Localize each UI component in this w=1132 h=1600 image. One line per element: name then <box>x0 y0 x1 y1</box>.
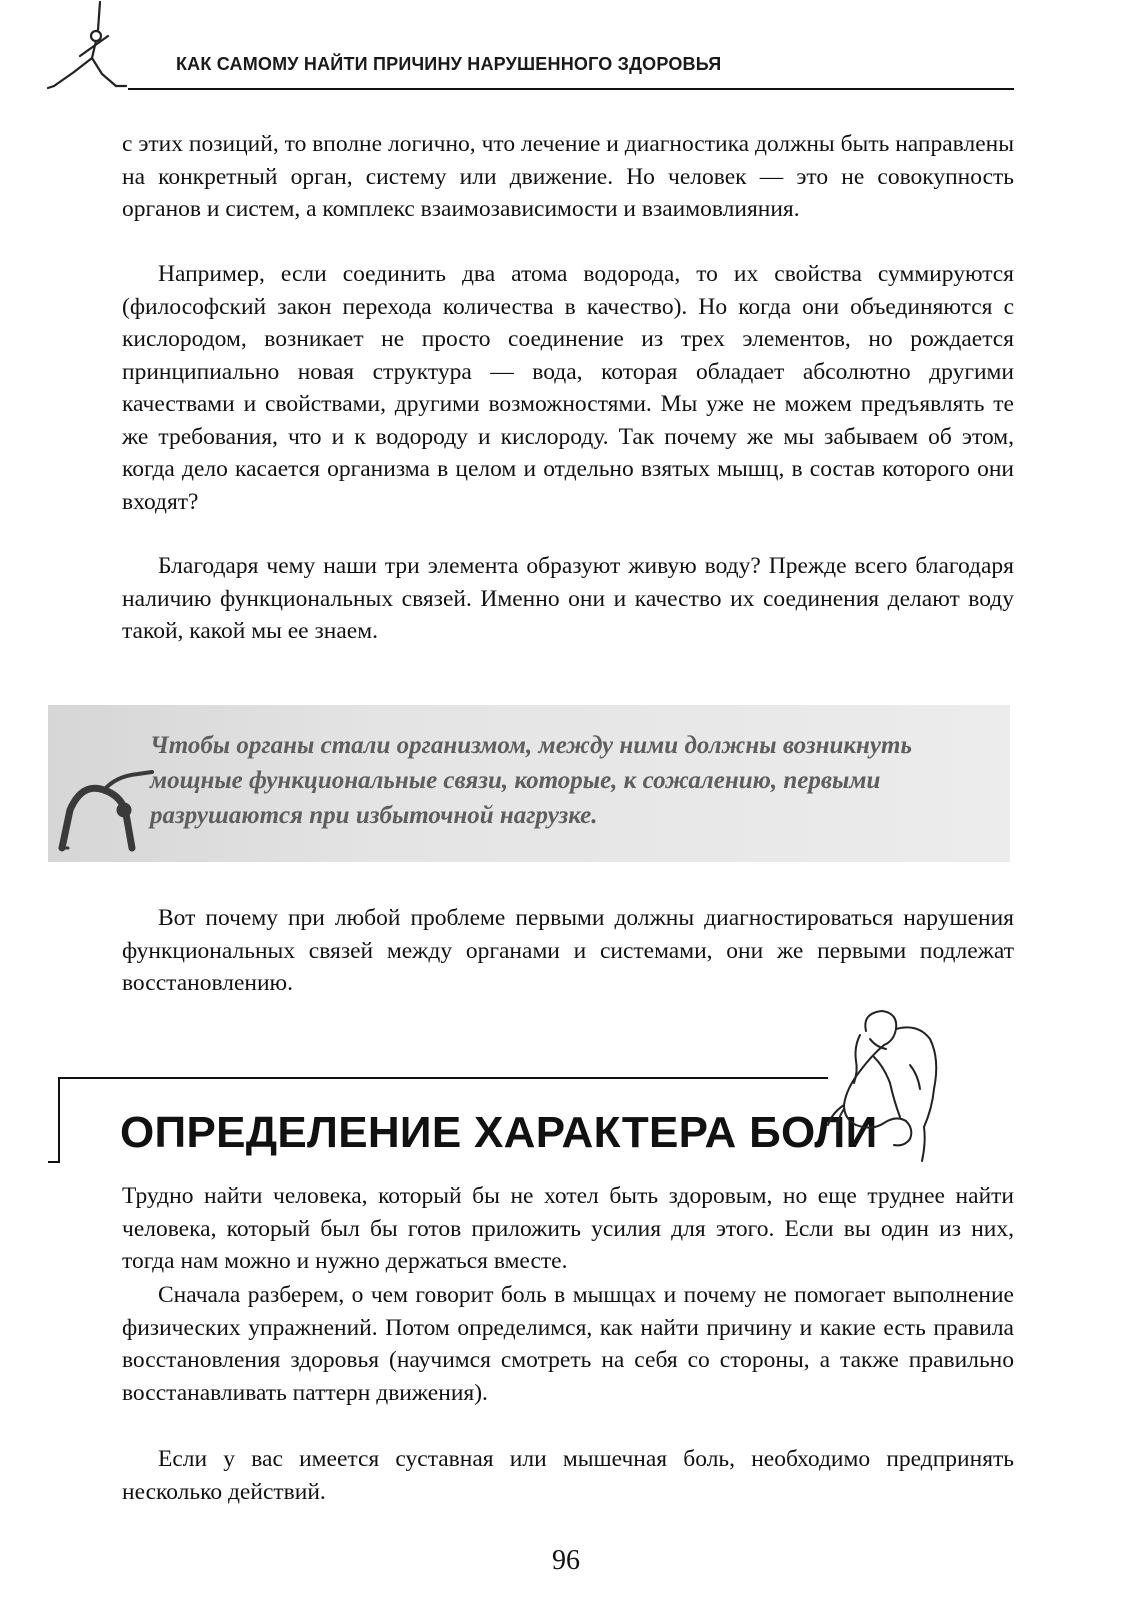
section-title: ОПРЕДЕЛЕНИЕ ХАРАКТЕРА БОЛИ <box>120 1108 878 1157</box>
header-rule <box>128 88 1014 90</box>
shoulder-pain-figure-icon <box>814 1005 954 1167</box>
dancer-figure-icon <box>44 0 144 96</box>
body-paragraph: Если у вас имеется суставная или мышечная боль, необходимо предпринять несколько действий. <box>122 1446 1014 1505</box>
section-frame-line <box>58 1077 828 1079</box>
body-paragraph: Вот почему при любой проблеме первыми должны диагностироваться нарушения функциональных связей между органами и системами, они же первыми подлежат восстановлению. <box>122 905 1014 996</box>
body-paragraph: Трудно найти человека, который бы не хотел быть здоровым, но еще труднее найти человека, который был бы готов приложить усилия для этого. Если вы один из них, тогда нам можно и нужно держаться вместе. <box>122 1183 1014 1274</box>
section-frame-line <box>48 1161 60 1163</box>
body-paragraph: Например, если соединить два атома водорода, то их свойства суммируются (философский закон перехода количества в качество). Но когда они объединяются с кислородом, возникает не просто соединение из трех элементов, но рождается принципиально новая структура — вода, которая обладает абсолютно другими качествами и свойствами, другими возможностями. Мы уже не можем предъявлять те же требования, что и к водороду и кислороду. Так почему же мы забываем об этом, когда дело касается организма в целом и отдельно взятых мышц, в состав которого они входят? <box>122 261 1014 515</box>
page-number: 96 <box>552 1545 580 1576</box>
section-frame-line <box>58 1077 60 1163</box>
gymnast-bridge-icon <box>52 752 156 852</box>
callout-quote: Чтобы органы стали организмом, между ними должны возникнуть мощные функциональные связи, которые, к сожалению, первыми разрушаются при избыточной нагрузке. <box>150 732 912 829</box>
body-paragraph: Благодаря чему наши три элемента образуют живую воду? Прежде всего благодаря наличию функциональных связей. Именно они и качество их соединения делают воду такой, какой мы ее знаем. <box>122 553 1014 644</box>
body-paragraph: Сначала разберем, о чем говорит боль в мышцах и почему не помогает выполнение физических упражнений. Потом определимся, как найти причину и какие есть правила восстановления здоровья (научимся смотреть на себя со стороны, а также правильно восстанавливать паттерн движения). <box>122 1282 1014 1406</box>
body-paragraph: с этих позиций, то вполне логично, что лечение и диагностика должны быть направлены на конкретный орган, систему или движение. Но человек — это не совокупность органов и систем, а комплекс взаимозависимости и взаимовлияния. <box>122 131 1014 222</box>
running-header-title: КАК САМОМУ НАЙТИ ПРИЧИНУ НАРУШЕННОГО ЗДОРОВЬЯ <box>176 54 722 74</box>
